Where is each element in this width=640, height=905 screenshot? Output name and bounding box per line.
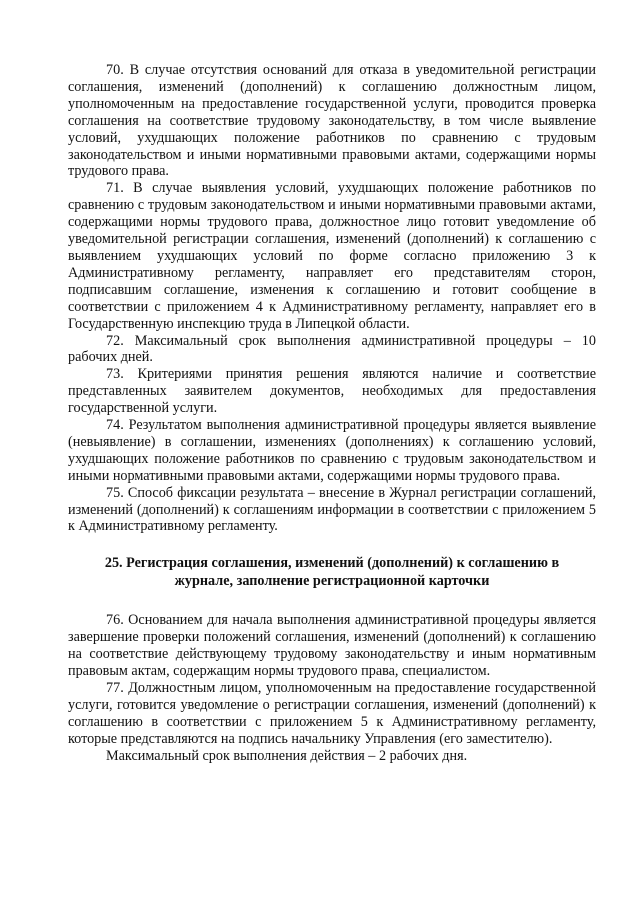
paragraph-max-term: Максимальный срок выполнения действия – 2 рабочих дня. bbox=[106, 747, 468, 764]
paragraph-76: 76. Основанием для начала выполнения административной процедуры является завершение проверки положений соглашения, изменений (дополнений) к соглашению на соответствие действующему трудовому законодательству и иным нормативным правовым актам, содержащим нормы трудового права, специалистом. bbox=[68, 612, 596, 680]
paragraph-70: 70. В случае отсутствия оснований для отказа в уведомительной регистрации соглашения, изменений (дополнений) к соглашению должностным лицом, уполномоченным на предоставление государственной услуги, проводится проверка соглашения на соответствие трудовому законодательству, в том числе выявление условий, ухудшающих положение работников по сравнению с трудовым законодательством и иными нормативными правовыми актами, содержащими нормы трудового права. bbox=[68, 62, 596, 180]
section-heading-line-1: 25. Регистрация соглашения, изменений (дополнений) к соглашению в bbox=[104, 555, 560, 572]
document-page bbox=[68, 62, 596, 765]
paragraph-73: 73. Критериями принятия решения являются наличие и соответствие представленных заявителем документов, необходимых для предоставления государственной услуги. bbox=[68, 366, 596, 417]
section-heading bbox=[68, 555, 596, 590]
paragraph-75: 75. Способ фиксации результата – внесение в Журнал регистрации соглашений, изменений (дополнений) к соглашениям информации в соответствии с приложением 5 к Административному регламенту. bbox=[68, 484, 596, 535]
paragraph-77: 77. Должностным лицом, уполномоченным на предоставление государственной услуги, готовится уведомление о регистрации соглашения, изменений (дополнений) к соглашению в соответствии с приложением 5 к Административному регламенту, которые представляются на подпись начальнику Управления (его заместителю). bbox=[68, 680, 596, 747]
paragraph-74: 74. Результатом выполнения административной процедуры является выявление (невыявление) в соглашении, изменениях (дополнениях) к соглашению условий, ухудшающих положение работников по сравнению с трудовым законодательством и иными нормативными правовыми актами, содержащими нормы трудового права. bbox=[68, 417, 596, 484]
paragraph-72: 72. Максимальный срок выполнения административной процедуры – 10 рабочих дней. bbox=[68, 332, 596, 366]
paragraph-71: 71. В случае выявления условий, ухудшающих положение работников по сравнению с трудовым законодательством и иными нормативными правовыми актами, содержащими нормы трудового права, должностное лицо готовит уведомление об уведомительной регистрации соглашения, изменений (дополнений) к соглашению с выявлением ухудшающих условий по форме согласно приложению 3 к Административному регламенту, направляет его представителям сторон, подписавшим соглашение, изменения к соглашению и готовит сообщение в соответствии с приложением 4 к Административному регламенту, направляет его в Государственную инспекцию труда в Липецкой области. bbox=[68, 180, 596, 332]
section-heading-line-2: журнале, заполнение регистрационной карточки bbox=[174, 572, 490, 589]
